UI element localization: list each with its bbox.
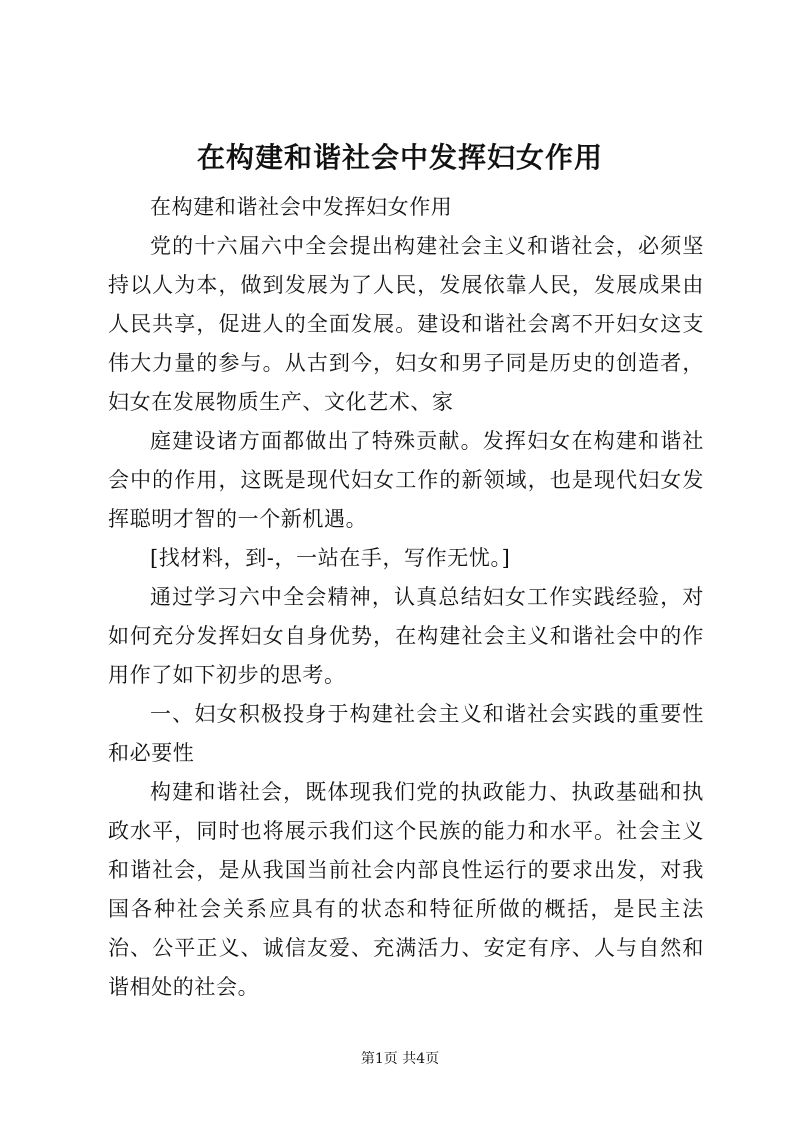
document-title: 在构建和谐社会中发挥妇女作用: [196, 141, 603, 174]
note-paragraph: [找材料，到-，一站在手，写作无忧。]: [150, 546, 511, 570]
subtitle-paragraph: 在构建和谐社会中发挥妇女作用: [150, 195, 453, 219]
body-paragraph: 党的十六届六中全会提出构建社会主义和谐社会，必须坚持以人为本，做到发展为了人民，发展依靠人民，发展成果由人民共享，促进人的全面发展。建设和谐社会离不开妇女这支伟大力量的参与。从古到今，妇女和男子同是历史的创造者，妇女在发展物质生产、文化艺术、家: [108, 234, 704, 414]
body-paragraph: 庭建设诸方面都做出了特殊贡献。发挥妇女在构建和谐社会中的作用，这既是现代妇女工作的新领域，也是现代妇女发挥聪明才智的一个新机遇。: [108, 429, 704, 531]
document-body: [108, 188, 704, 1007]
section-heading: 一、妇女积极投身于构建社会主义和谐社会实践的重要性和必要性: [108, 702, 704, 765]
body-paragraph: 通过学习六中全会精神，认真总结妇女工作实践经验，对如何充分发挥妇女自身优势，在构建社会主义和谐社会中的作用作了如下初步的思考。: [108, 585, 704, 687]
body-paragraph: 构建和谐社会，既体现我们党的执政能力、执政基础和执政水平，同时也将展示我们这个民族的能力和水平。社会主义和谐社会，是从我国当前社会内部良性运行的要求出发，对我国各种社会关系应具有的状态和特征所做的概括，是民主法治、公平正义、诚信友爱、充满活力、安定有序、人与自然和谐相处的社会。: [108, 780, 704, 999]
page-number-footer: 第1页 共4页: [360, 1051, 440, 1067]
